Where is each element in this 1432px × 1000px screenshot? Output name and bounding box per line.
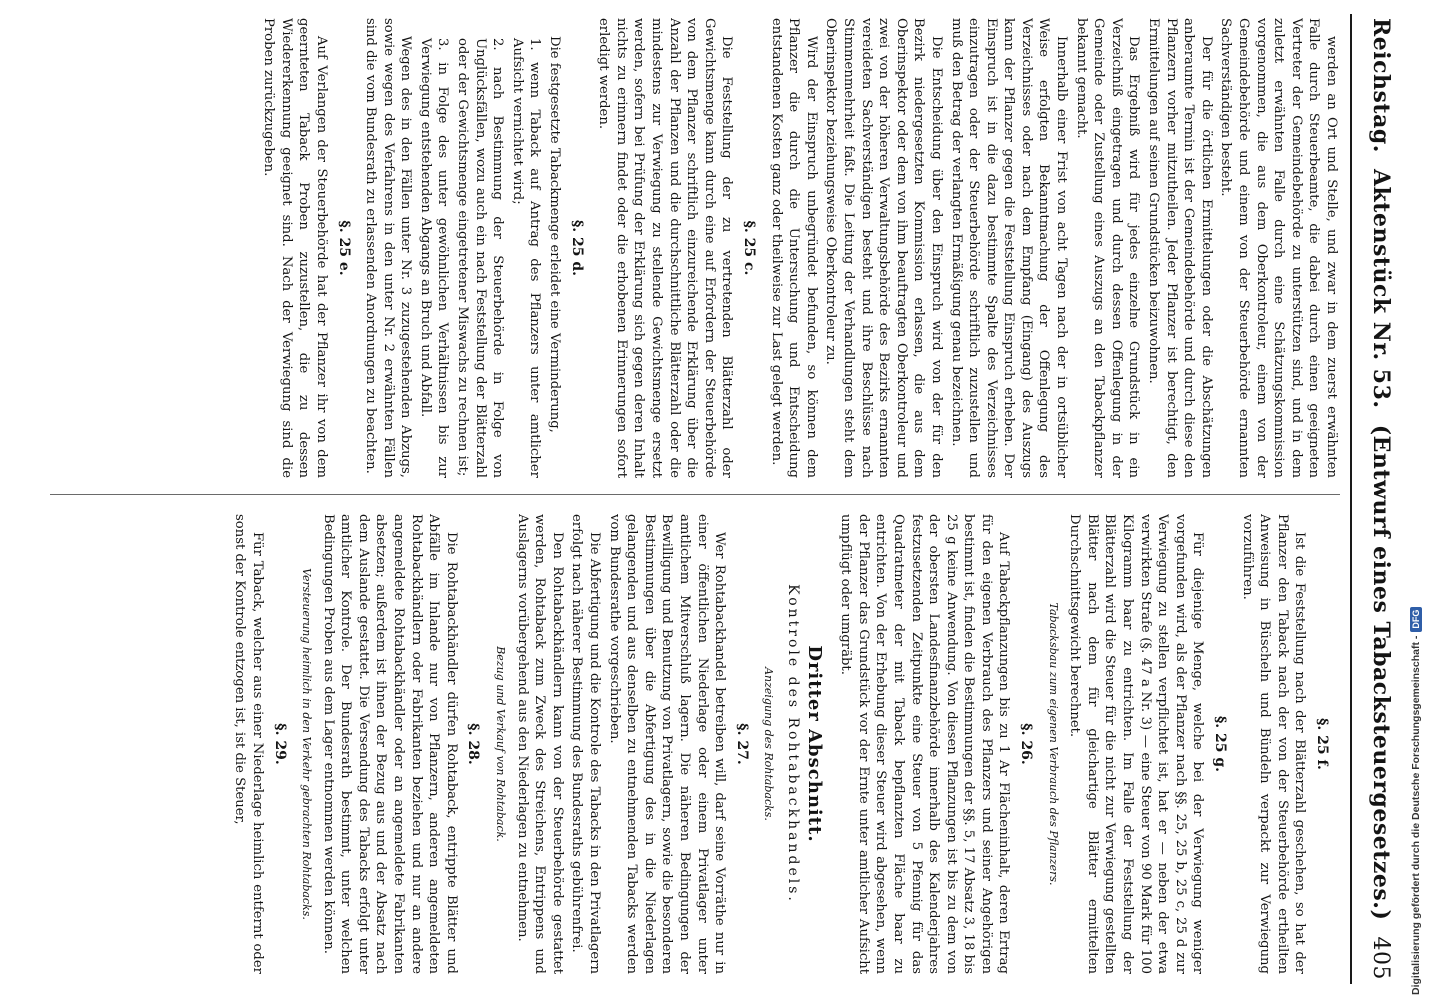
footer-text: Digitalisierung gefördert durch die Deutsche Forschungsgemeinschaft - [1410, 635, 1422, 995]
section-subtitle: Tabacksbau zum eigenen Verbrauch des Pflanzers. [1046, 602, 1060, 886]
paragraph: werden an Ort und Stelle, und zwar in dem zuerst erwähnten Falle durch Steuerbeamte, die dabei durch einen geeigneten Vertreter der Gemeindebehörde zu unterstützen sind, und in dem zuletzt erwähnten Falle durch eine Schätzungskommission vorgenommen, die aus dem Oberkontroleur, einem von der Gemeindebehörde und einem von der Steuerbehörde ernannten Sachverständigen besteht. [1218, 18, 1339, 478]
paragraph: Die Rohtabackhändler dürfen Rohtaback, entrippte Blätter und Abfälle im Inlande nur von Pflanzern, anderen angemeldeten Rohtabackhändlern oder Fabrikanten beziehen und nur an andere angemeldete Rohtabackhändler oder an angemeldete Fabrikanten absetzen; außerdem ist ihnen der Bezug aus und der Absatz nach dem Auslande gestattet. Die Versendung des Tabacks erfolgt unter amtlicher Kontrole. Der Bundesrath bestimmt, unter welchen Bedingungen Proben aus dem Lager entnommen werden können. [320, 514, 459, 974]
right-column [50, 514, 1340, 974]
chapter-heading: Dritter Abschnitt. [803, 645, 825, 843]
list-item: 1. wenn Taback auf Antrag des Pflanzers unter amtlicher Aufsicht vernichtet wird; [509, 38, 543, 478]
digitization-footer [1410, 607, 1422, 995]
paragraph: Die Abfertigung und die Kontrole des Tabacks in den Privatlagern erfolgt nach näherer Bestimmung des Bundesraths gebührenfrei. [569, 514, 603, 974]
section-subtitle: Bezug und Verkauf von Rohtaback. [494, 646, 508, 842]
section-heading: §. 26. [1018, 723, 1035, 765]
paragraph: Der für die örtlichen Ermittelungen oder die Abschätzungen anberaumte Termin ist der Gemeindebehörde und durch diese den Pflanzern vorher mitzutheilen. Jeder Pflanzer ist berechtigt, den Ermittelungen auf seinen Grundstücken beizuwohnen. [1146, 18, 1214, 478]
section-subtitle: Anzeigung des Rohtabacks. [762, 667, 776, 821]
header-title: Aktenstück Nr. 53. [1368, 168, 1394, 409]
paragraph: Den Rohtabackhändlern kann von der Steuerbehörde gestattet werden, Rohtaback zum Zweck des Streichens, Entrippens und Auslagerns vorübergehend aus den Niederlagen zu entnehmen. [514, 514, 565, 974]
paragraph: Innerhalb einer Frist von acht Tagen nach der in ortsüblicher Weise erfolgten Bekanntmachung der Offenlegung des Verzeichnisses oder nach dem Empfang (Eingang) des Auszugs kann der Pflanzer gegen die Feststellung Einspruch erheben. Der Einspruch ist in die dazu bestimmte Spalte des Verzeichnisses einzutragen oder der Steuerbehörde schriftlich zuzustellen und muß den Betrag der verlangten Ermäßigung genau bezeichnen. [948, 18, 1070, 478]
section-heading: §. 28. [465, 723, 482, 765]
header-note: (Entwurf eines Tabacksteuergesetzes.) [1368, 424, 1394, 921]
list-item: 2. nach Bestimmung der Steuerbehörde in Folge von Unglücksfällen, wozu auch ein nach Feststellung der Blätterzahl oder der Gewichtsmenge eingetretener Miswachs zu rechnen ist; [455, 38, 506, 478]
paragraph: Wird der Einspruch unbegründet befunden, so können dem Pflanzer die durch die Untersuchung und Entscheidung entstandenen Kosten ganz oder theilweise zur Last gelegt werden. [768, 18, 819, 478]
header-left: Reichstag. [1368, 18, 1394, 153]
section-heading: §. 25 d. [568, 219, 585, 277]
column-divider [50, 494, 1340, 495]
page-header [1350, 14, 1410, 984]
chapter-subheading: Kontrole des Rohtabackhandels. [784, 584, 801, 904]
section-heading: §. 27. [733, 723, 750, 765]
section-heading: §. 25 f. [1314, 718, 1330, 770]
paragraph: Wer Rohtabackhandel betreiben will, darf seine Vorräthe nur in einer öffentlichen Niederlage oder einem Privatlager unter amtlichem Mitverschluß lagern. Die näheren Bedingungen der Bewilligung und Benutzung von Privatlagern, sowie die besonderen Bestimmungen über die Abfertigung des in die Niederlagen gelangenden und aus denselben zu entnehmenden Tabacks werden vom Bundesrathe vorgeschrieben. [606, 514, 728, 974]
section-heading: §. 25 c. [741, 220, 757, 276]
numbered-list [416, 38, 543, 478]
list-item: 3. in Folge des unter gewöhnlichen Verhältnissen bis zur Verwiegung entstehenden Abgangs an Bruch und Abfall. [417, 38, 451, 478]
section-subtitle: Versteuerung heimlich in den Verkehr gebrachten Rohtabacks. [300, 568, 314, 920]
paragraph: Das Ergebniß wird für jedes einzelne Grundstück in ein Verzeichniß eingetragen und durch dessen Offenlegung in der Gemeinde oder Zustellung eines Auszugs an den Tabackpflanzer bekannt gemacht. [1073, 18, 1142, 478]
section-heading: §. 29. [271, 723, 288, 765]
paragraph: Für Taback, welcher aus einer Niederlage heimlich entfernt oder sonst der Kontrole entzogen ist, ist die Steuer, [232, 514, 265, 974]
paragraph: Wegen des in den Fällen unter Nr. 3 zuzugestehenden Abzugs, sowie wegen des Verfahrens in den unter Nr. 2 erwähnten Fällen sind die vom Bundesrath zu erlassenden Anordnungen zu beachten. [363, 18, 414, 478]
paragraph: Die festgesetzte Tabackmenge erleidet eine Verminderung, [547, 36, 563, 433]
left-column [50, 18, 1340, 478]
paragraph: Auf Tabackpflanzungen bis zu 1 Ar Flächeninhalt, deren Ertrag für den eigenen Verbrauch des Pflanzers und seiner Angehörigen bestimmt ist, finden die Bestimmungen der §§. 5, 17 Absatz 3, 18 bis 25 g keine Anwendung. Von diesen Pflanzungen ist bis zu dem von der obersten Landesfinanzbehörde innerhalb des Kalenderjahres festzusetzenden Zeitpunkte eine Steuer von 5 Pfennig für das Quadratmeter der mit Taback bepflanzten Fläche baar zu entrichten. Von der Erhebung dieser Steuer wird abgesehen, wenn der Pflanzer das Grundstück vor der Ernte unter amtlicher Aufsicht umpflügt oder umgräbt. [838, 514, 1012, 974]
paragraph: Auf Verlangen der Steuerbehörde hat der Pflanzer ihr von dem geernteten Taback Proben zuzustellen, die zu dessen Wiedererkennung geeignet sind. Nach der Verwiegung sind die Proben zurückzugeben. [261, 18, 329, 478]
page-number: 405 [1368, 936, 1394, 980]
section-heading: §. 25 g. [1212, 715, 1229, 773]
paragraph: Ist die Feststellung nach der Blätterzahl geschehen, so hat der Pflanzer den Taback nach der von der Steuerbehörde ertheilten Anweisung in Büscheln und Bündeln verpackt zur Verwiegung vorzuführen. [1239, 514, 1308, 974]
dfg-logo: DFG [1410, 607, 1422, 632]
document-page [30, 14, 1410, 984]
paragraph: Die Feststellung der zu vertretenden Blätterzahl oder Gewichtsmenge kann durch eine auf Erfordern der Steuerbehörde von dem Pflanzer schriftlich einzureichende Erklärung über die Anzahl der Pflanzen und die durchschnittliche Blätterzahl oder die mindestens zur Verwiegung zu stellende Gewichtsmenge ersetzt werden, sofern bei Prüfung der Erklärung sich gegen deren Inhalt nichts zu erinnern findet oder die erhobenen Erinnerungen sofort erledigt werden. [596, 18, 735, 478]
section-heading: §. 25 e. [335, 220, 352, 276]
paragraph: Die Entscheidung über den Einspruch wird von der für den Bezirk niedergesetzten Kommission erlassen, die aus dem Oberinspektor oder dem von ihm beauftragten Oberkontroleur und zwei von der höheren Verwaltungsbehörde des Bezirks ernannten vereideten Sachverständigen besteht und ihre Beschlüsse nach Stimmenmehrheit faßt. Die Leitung der Verhandlungen steht dem Oberinspektor beziehungsweise Oberkontroleur zu. [823, 18, 944, 478]
paragraph: Für diejenige Menge, welche bei der Verwiegung weniger vorgefunden wird, als der Pflanzer nach §§. 25, 25 b, 25 c, 25 d zur Verwiegung zu stellen verpflichtet ist, hat er — neben der etwa verwirkten Strafe (§. 47 a Nr. 3) — eine Steuer von 90 Mark für 100 Kilogramm baar zu entrichten. Im Falle der Feststellung der Blätterzahl wird die Steuer für die nicht zur Verwiegung gestellten Blätter nach dem für gleichartige Blätter ermittelten Durchschnittsgewicht berechnet. [1067, 514, 1206, 974]
